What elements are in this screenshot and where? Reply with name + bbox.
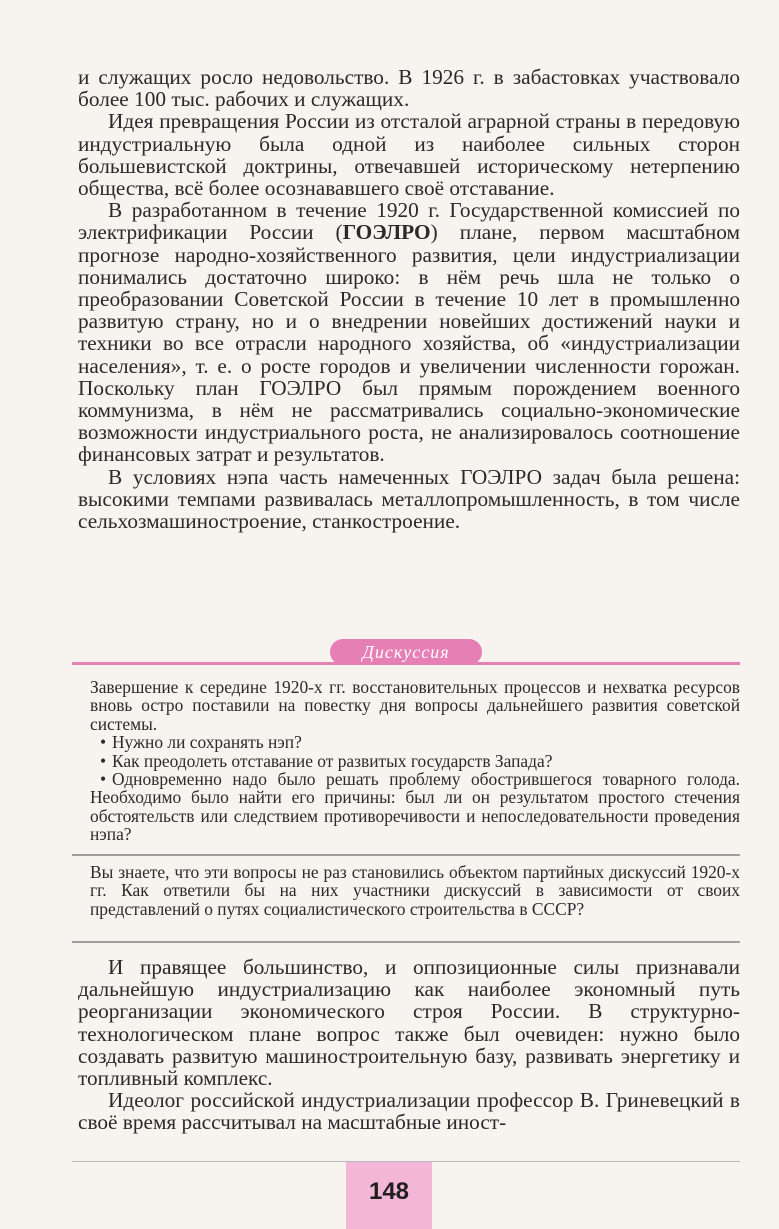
discussion-question-block <box>90 863 740 918</box>
bullet-marker: • <box>100 769 107 790</box>
discussion-bullet-item <box>90 752 740 770</box>
paragraph-goelro-rest: плане, первом масштабном прогнозе народно-хозяйственного развития, цели индустриализации понимались достаточно широко: в нём речь шла не только о преобразовании Советской России в течение 10 лет в промышленно развитую страну, но и о внедрении новейших достижений науки и техники во все отрасли народного хозяйства, об «индустриализации населения», т. е. о росте городов и увеличении численности горожан. Поскольку план ГОЭЛРО был прямым порождением военного коммунизма, в нём не рассматривались социально-экономические возможности индустриального роста, не анализировалось соотношение финансовых затрат и результатов. <box>78 220 740 467</box>
main-text-top <box>78 66 740 532</box>
paragraph-grinevetsky: Идеолог российской индустриализации профессор В. Гриневецкий в своё время рассчитывал на масштабные иност- <box>78 1088 740 1135</box>
discussion-header <box>72 632 740 672</box>
discussion-intro: Завершение к середине 1920-х гг. восстановительных процессов и нехватка ресурсов вновь остро поставили на повестку дня вопросы дальнейшего развития советской системы. <box>90 677 740 734</box>
paragraph-goelro: В разработанном в течение 1920 г. Государственной комиссией по электрификации России (ГОЭЛРО) плане, первом масштабном прогнозе народно-хозяйственного развития, цели индустриализации понимались достаточно широко: в нём речь шла не только о преобразовании Советской России в течение 10 лет в промышленно развитую страну, но и о внедрении новейших достижений науки и техники во все отрасли народного хозяйства, об «индустриализации населения», т. е. о росте городов и увеличении численности горожан. Поскольку план ГОЭЛРО был прямым порождением военного коммунизма, в нём не рассматривались социально-экономические возможности индустриального роста, не анализировалось соотношение финансовых затрат и результатов. <box>78 198 740 467</box>
bullet-text: Одновременно надо было решать проблему обострившегося товарного голода. Необходимо было найти его причины: был ли он результатом простого стечения обстоятельств или следствием противоречивости и непоследовательности проведения нэпа? <box>90 769 740 845</box>
paragraph-goelro-start: В разработанном в течение 1920 г. Государственной комиссией по электрификации России <box>78 198 740 245</box>
paragraph-continuation: и служащих росло недовольство. В 1926 г. в забастовках участвовало более 100 тыс. рабочих и служащих. <box>78 65 740 112</box>
discussion-question: Вы знаете, что эти вопросы не раз становились объектом партийных дискуссий 1920-х гг. Как ответили бы на них участники дискуссий в зависимости от своих представлений о путях социалистического строительства в СССР? <box>90 862 740 919</box>
bullet-text: Нужно ли сохранять нэп? <box>112 732 302 753</box>
paragraph-nep-conditions: В условиях нэпа часть намеченных ГОЭЛРО задач была решена: высокими темпами развивалась металлопромышленность, в том числе сельхозмашиностроение, станкостроение. <box>78 464 740 534</box>
paragraph-idea: Идея превращения России из отсталой аграрной страны в передовую индустриальную была одной из наиболее сильных сторон большевистской доктрины, отвечавшей историческому нетерпению общества, всё более осознававшего своё отставание. <box>78 109 740 201</box>
discussion-separator <box>72 854 740 856</box>
discussion-bullet-item <box>68 770 740 844</box>
discussion-bullet-item <box>90 733 740 751</box>
discussion-bullet-list <box>90 733 740 843</box>
bullet-marker: • <box>100 750 107 771</box>
discussion-bottom-rule <box>72 941 740 943</box>
discussion-label: Дискуссия <box>330 639 482 665</box>
bullet-text: Как преодолеть отставание от развитых государств Запада? <box>112 750 553 771</box>
discussion-intro-block <box>90 678 740 844</box>
paragraph-majority: И правящее большинство, и оппозиционные силы признавали дальнейшую индустриализацию как наиболее экономный путь реорганизации экономического строя России. В структурно-технологическом плане вопрос также был очевиден: нужно было создавать развитую машиностроительную базу, развивать энергетику и топливный комплекс. <box>78 955 740 1091</box>
bullet-marker: • <box>100 732 107 753</box>
goelro-term: ГОЭЛРО <box>342 220 431 245</box>
main-text-bottom <box>78 956 740 1134</box>
page-number: 148 <box>346 1162 432 1229</box>
